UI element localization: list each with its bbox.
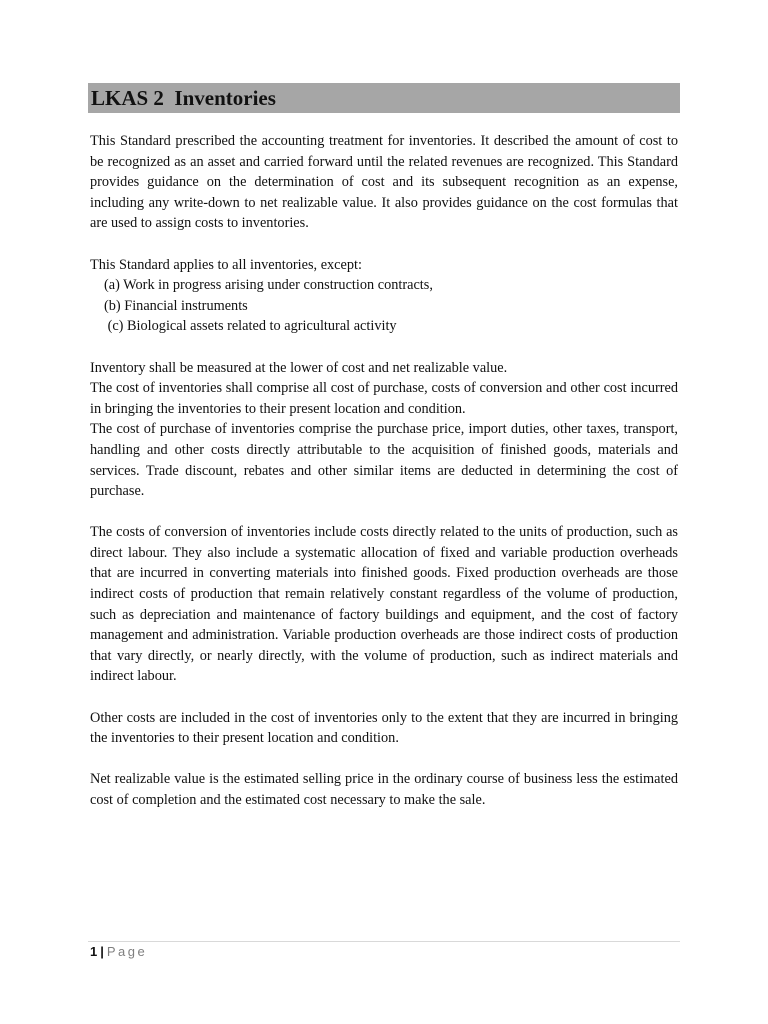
paragraph-gap [90, 337, 678, 358]
footer-divider [88, 941, 680, 942]
scope-exception-a: (a) Work in progress arising under construction contracts, [104, 277, 433, 294]
paragraph-cost-of-conversion: The costs of conversion of inventories include costs directly related to the units of production, such as direct labour. They also include a systematic allocation of fixed and variable production overheads that are incurred in converting materials into finished goods. Fixed production overheads are those indirect costs of production that remain relatively constant regardless of the volume of production, such as depreciation and maintenance of factory buildings and equipment, and the cost of factory management and administration. Variable production overheads are those indirect costs of production that vary directly, or nearly directly, with the volume of production, such as indirect materials and indirect labour. [90, 524, 678, 685]
page-title: LKAS 2 Inventories [91, 86, 276, 110]
paragraph-gap [90, 502, 678, 523]
page-footer [90, 943, 147, 961]
paragraph-scope-intro: This Standard applies to all inventories, except: [90, 256, 362, 273]
scope-exception-b: (b) Financial instruments [104, 297, 248, 314]
paragraph-gap [90, 749, 678, 770]
title-bar [88, 83, 680, 113]
paragraph-cost-of-inventories: The cost of inventories shall comprise all cost of purchase, costs of conversion and other cost incurred in bringing the inventories to their present location and condition. [90, 380, 678, 417]
paragraph-gap [90, 234, 678, 255]
paragraph-measurement: Inventory shall be measured at the lower of cost and net realizable value. [90, 359, 508, 376]
paragraph-other-costs: Other costs are included in the cost of inventories only to the extent that they are incurred in bringing the inventories to their present location and condition. [90, 709, 678, 747]
page-number: 1 [90, 944, 98, 959]
footer-separator: | [100, 944, 104, 959]
paragraph-net-realizable-value: Net realizable value is the estimated selling price in the ordinary course of business less the estimated cost of completion and the estimated cost necessary to make the sale. [90, 771, 678, 808]
paragraph-gap [90, 687, 678, 708]
scope-exception-c: (c) Biological assets related to agricultural activity [104, 318, 397, 335]
paragraph-purpose: This Standard prescribed the accounting treatment for inventories. It described the amount of cost to be recognized as an asset and carried forward until the related revenues are recognized. This Standard provides guidance on the determination of cost and its subsequent recognition as an expense, including any write-down to net realizable value. It also provides guidance on the cost formulas that are used to assign costs to inventories. [90, 133, 678, 232]
page-label: Page [106, 944, 148, 959]
paragraph-cost-of-purchase: The cost of purchase of inventories comprise the purchase price, import duties, other taxes, transport, handling and other costs directly attributable to the acquisition of finished goods, materials and services. Trade discount, rebates and other similar items are deducted in determining the cost of purchase. [90, 421, 678, 500]
document-body [90, 131, 678, 811]
